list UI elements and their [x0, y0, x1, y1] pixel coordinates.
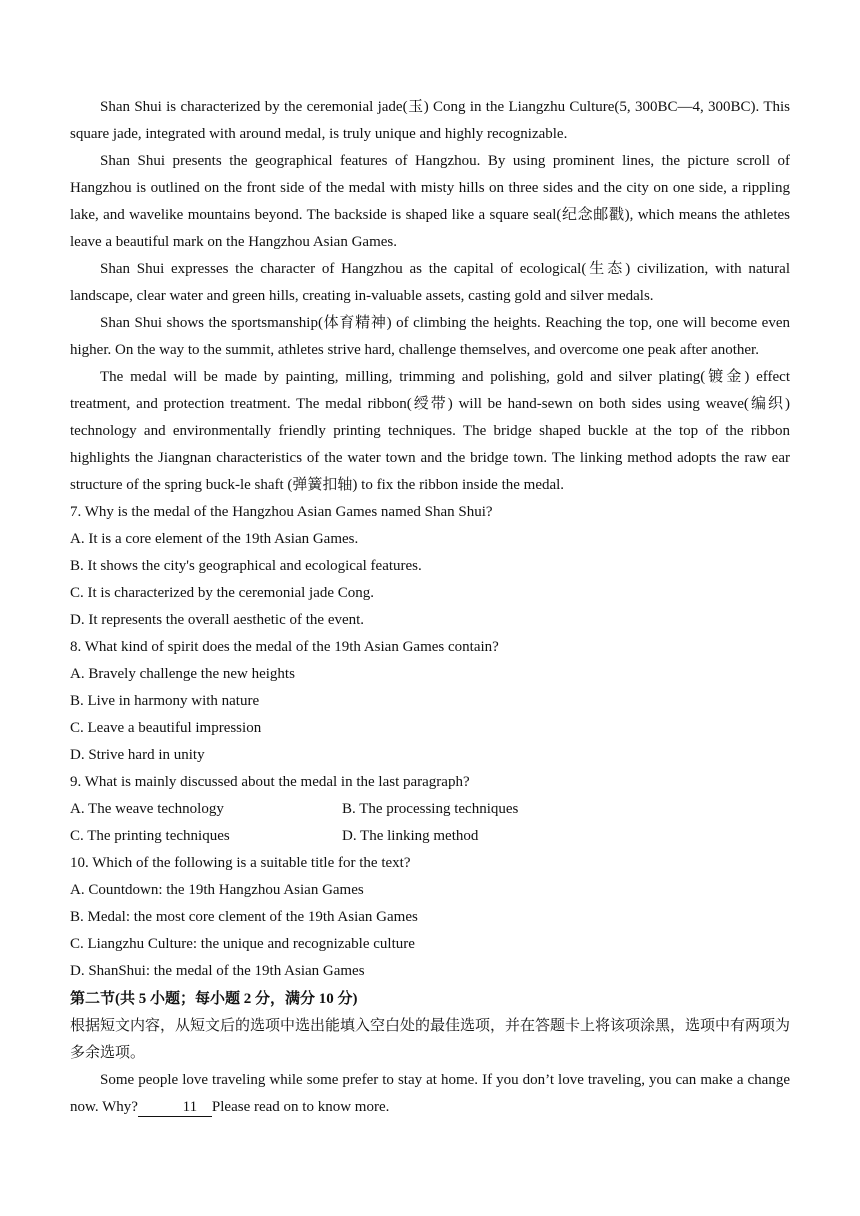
passage-paragraph-4: Shan Shui shows the sportsmanship(体育精神) of climbing the heights. Reaching the top, one will become even higher. On the way to the summit, athletes strive hard, challenge themselves, and overcome one peak after another. [70, 315, 790, 358]
option-d: D. ShanShui: the medal of the 19th Asian Games [70, 963, 365, 979]
cloze-paragraph-1 [70, 1067, 790, 1121]
passage-paragraph-1: Shan Shui is characterized by the ceremonial jade(玉) Cong in the Liangzhu Culture(5, 300BC—4, 300BC). This square jade, integrated with around medal, is truly unique and highly recognizable. [70, 99, 790, 142]
blank-11: 11 [138, 1098, 212, 1117]
question-stem: 7. Why is the medal of the Hangzhou Asian Games named Shan Shui? [70, 504, 493, 520]
section-2-heading: 第二节(共 5 小题；每小题 2 分，满分 10 分) [70, 991, 358, 1007]
option-d: D. It represents the overall aesthetic of the event. [70, 612, 365, 628]
option-c: C. The printing techniques [70, 828, 230, 844]
option-c: C. Liangzhu Culture: the unique and recognizable culture [70, 936, 415, 952]
option-d: D. Strive hard in unity [70, 747, 205, 763]
passage-paragraph-5: The medal will be made by painting, milling, trimming and polishing, gold and silver plating(镀金) effect treatment, and protection treatment. The medal ribbon(绶带) will be hand-sewn on both sides using weave(编织) technology and environmentally friendly printing techniques. The bridge shaped buckle at the top of the ribbon highlights the Jiangnan characteristics of the water town and the bridge town. The linking method adopts the raw ear structure of the spring buck-le shaft (弹簧扣轴) to fix the ribbon inside the medal. [70, 369, 790, 493]
option-d: D. The linking method [342, 828, 479, 844]
passage-paragraph-2: Shan Shui presents the geographical features of Hangzhou. By using prominent lines, the picture scroll of Hangzhou is outlined on the front side of the medal with misty hills on three sides and the city on one side, a rippling lake, and wavelike mountains beyond. The backside is shaped like a square seal(纪念邮戳), which means the athletes leave a beautiful mark on the Hangzhou Asian Games. [70, 153, 790, 250]
question-10 [70, 850, 790, 985]
question-9 [70, 769, 790, 850]
option-a: A. Bravely challenge the new heights [70, 666, 295, 682]
option-a: A. The weave technology [70, 801, 224, 817]
document-page [70, 94, 790, 1121]
option-c: C. Leave a beautiful impression [70, 720, 262, 736]
question-stem: 8. What kind of spirit does the medal of the 19th Asian Games contain? [70, 639, 499, 655]
option-b: B. It shows the city's geographical and ecological features. [70, 558, 422, 574]
option-c: C. It is characterized by the ceremonial jade Cong. [70, 585, 375, 601]
option-b: B. The processing techniques [342, 801, 519, 817]
question-stem: 9. What is mainly discussed about the medal in the last paragraph? [70, 774, 470, 790]
options-row-1 [70, 796, 790, 823]
question-8 [70, 634, 790, 769]
options-row-2 [70, 823, 790, 850]
option-b: B. Live in harmony with nature [70, 693, 260, 709]
option-b: B. Medal: the most core clement of the 19th Asian Games [70, 909, 418, 925]
cloze-text-after: Please read on to know more. [211, 1099, 390, 1115]
section-2-instructions: 根据短文内容，从短文后的选项中选出能填入空白处的最佳选项，并在答题卡上将该项涂黑，选项中有两项为多余选项。 [70, 1018, 791, 1061]
cloze-text-before: Some people love traveling while some prefer to stay at home. If you don’t love traveling, you can make a change now. Why? [70, 1072, 790, 1115]
passage-paragraph-3: Shan Shui expresses the character of Hangzhou as the capital of ecological(生态) civilization, with natural landscape, clear water and green hills, creating in-valuable assets, casting gold and silver medals. [70, 261, 790, 304]
option-a: A. It is a core element of the 19th Asian Games. [70, 531, 359, 547]
question-7 [70, 499, 790, 634]
option-a: A. Countdown: the 19th Hangzhou Asian Games [70, 882, 364, 898]
question-stem: 10. Which of the following is a suitable title for the text? [70, 855, 411, 871]
